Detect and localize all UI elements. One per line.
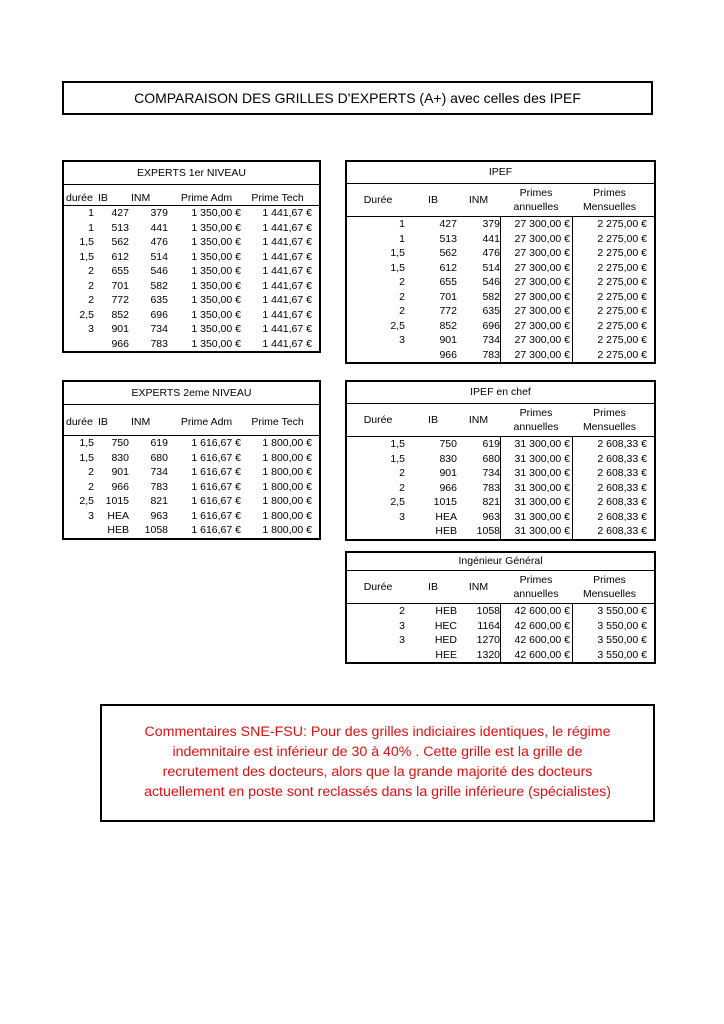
table-cell: 1: [88, 221, 94, 234]
table-cell: 1,5: [79, 250, 94, 263]
table-cell: 2: [399, 605, 405, 617]
experts2-header-row: [64, 405, 319, 436]
table-row: [64, 250, 319, 265]
table-cell: 1 441,67 €: [262, 308, 312, 321]
table-cell: 696: [150, 308, 168, 321]
table-row: [347, 290, 654, 305]
table-cell: 1 441,67 €: [262, 337, 312, 350]
table-cell: 42 600,00 €: [500, 619, 572, 634]
col-header: Durée: [363, 413, 393, 426]
ipef-header-row: [347, 184, 654, 217]
table-row: [347, 304, 654, 319]
col-header: Prime Adm: [180, 192, 233, 204]
table-cell: 2 275,00 €: [572, 217, 650, 232]
table-cell: 612: [439, 261, 457, 274]
table-cell: 1,5: [390, 438, 405, 450]
table-row: [64, 465, 319, 480]
ipef-chef-title: IPEF en chef: [347, 382, 654, 404]
table-cell: 1 350,00 €: [191, 337, 241, 350]
col-header: IB: [428, 413, 438, 426]
table-cell: 2: [88, 265, 94, 277]
table-row: [64, 509, 319, 524]
table-cell: 901: [111, 323, 129, 335]
table-cell: 1: [88, 207, 94, 219]
table-cell: 1 616,67 €: [191, 451, 241, 464]
table-cell: 379: [150, 207, 168, 219]
comment-line: Commentaires SNE-FSU: Pour des grilles indiciaires identiques, le régime: [144, 724, 611, 740]
table-cell: 734: [482, 467, 500, 479]
table-row: [347, 648, 654, 663]
col-header: IB: [98, 192, 108, 204]
col-header-line: Primes: [519, 187, 553, 199]
table-cell: 2 275,00 €: [572, 304, 650, 319]
table-row: [347, 333, 654, 348]
table-cell: 1 441,67 €: [262, 207, 312, 219]
table-cell: HEB: [435, 605, 457, 617]
col-header: Prime Tech: [251, 192, 304, 204]
table-cell: 2 275,00 €: [572, 261, 650, 276]
col-header: [500, 404, 572, 436]
table-cell: 2,5: [79, 495, 94, 507]
table-row: [64, 264, 319, 279]
table-cell: 2,5: [79, 308, 94, 321]
table-cell: 901: [439, 467, 457, 479]
table-cell: 582: [482, 290, 500, 303]
table-cell: 1 350,00 €: [191, 294, 241, 306]
table-cell: 1 350,00 €: [191, 265, 241, 277]
table-cell: 3 550,00 €: [572, 604, 650, 619]
table-row: [64, 279, 319, 294]
table-cell: HEB: [435, 525, 457, 537]
table-cell: 2 275,00 €: [572, 246, 650, 261]
table-row: [64, 523, 319, 538]
table-cell: 963: [482, 510, 500, 523]
table-cell: 476: [482, 247, 500, 259]
table-cell: 635: [482, 305, 500, 317]
col-header-line: Primes: [593, 574, 626, 586]
table-cell: 1 350,00 €: [191, 236, 241, 248]
experts2-table: [62, 380, 321, 540]
table-cell: 772: [439, 305, 457, 317]
table-cell: 3 550,00 €: [572, 648, 650, 663]
col-header: Prime Tech: [251, 416, 304, 428]
table-row: [64, 451, 319, 466]
table-cell: 783: [482, 481, 500, 494]
table-row: [64, 494, 319, 509]
table-cell: 830: [439, 452, 457, 465]
table-cell: 1 441,67 €: [262, 294, 312, 306]
table-cell: 582: [150, 279, 168, 292]
table-cell: 966: [439, 481, 457, 494]
table-cell: 1015: [433, 496, 457, 508]
table-cell: 3: [399, 634, 405, 646]
table-cell: 2: [88, 480, 94, 493]
comment-line: actuellement en poste sont reclassés dans la grille inférieure (spécialistes): [144, 784, 611, 800]
table-cell: 546: [482, 276, 500, 288]
table-cell: 427: [111, 207, 129, 219]
table-row: [64, 293, 319, 308]
table-cell: 2 275,00 €: [572, 290, 650, 305]
table-cell: 701: [439, 290, 457, 303]
table-cell: 1164: [477, 619, 500, 632]
table-cell: 513: [439, 232, 457, 245]
table-cell: 966: [439, 348, 457, 361]
table-cell: HEC: [434, 619, 457, 632]
table-cell: 379: [482, 218, 500, 230]
col-header: durée: [66, 192, 93, 204]
table-cell: 783: [150, 337, 168, 350]
ipef-title: IPEF: [347, 162, 654, 184]
table-cell: 27 300,00 €: [500, 246, 572, 261]
table-cell: 31 300,00 €: [500, 481, 572, 496]
table-cell: 772: [111, 294, 129, 306]
table-cell: 1058: [476, 525, 500, 537]
table-cell: 42 600,00 €: [500, 648, 572, 663]
table-cell: 783: [482, 348, 500, 361]
col-header: durée: [66, 416, 93, 428]
table-row: [64, 235, 319, 250]
table-cell: 562: [111, 236, 129, 248]
ipef-chef-table: [345, 380, 656, 541]
col-header: IB: [98, 416, 108, 428]
table-cell: 2: [88, 466, 94, 478]
table-cell: 27 300,00 €: [500, 217, 572, 232]
table-cell: 1 800,00 €: [262, 466, 312, 478]
table-cell: 1 441,67 €: [262, 236, 312, 248]
table-cell: 734: [150, 466, 168, 478]
table-cell: 1 800,00 €: [262, 495, 312, 507]
table-cell: 3: [399, 510, 405, 523]
table-cell: 27 300,00 €: [500, 275, 572, 290]
experts1-table: [62, 160, 321, 353]
table-cell: 3: [399, 334, 405, 346]
table-row: [64, 480, 319, 495]
comment-box: [100, 704, 655, 822]
table-cell: [64, 523, 98, 538]
table-cell: 27 300,00 €: [500, 232, 572, 247]
table-cell: 2: [88, 294, 94, 306]
table-cell: 1 800,00 €: [262, 437, 312, 449]
page-title: COMPARAISON DES GRILLES D'EXPERTS (A+) avec celles des IPEF: [62, 81, 653, 115]
table-cell: 546: [150, 265, 168, 277]
table-cell: 31 300,00 €: [500, 466, 572, 481]
table-cell: 1,5: [79, 451, 94, 464]
table-row: [347, 261, 654, 276]
table-cell: 1 350,00 €: [191, 221, 241, 234]
table-cell: 635: [150, 294, 168, 306]
table-cell: [64, 337, 98, 352]
table-cell: 1 441,67 €: [262, 323, 312, 335]
table-cell: 2: [399, 290, 405, 303]
col-header-line: Primes: [593, 187, 626, 199]
col-header-line: annuelles: [513, 588, 559, 600]
table-row: [347, 524, 654, 539]
table-cell: 1 441,67 €: [262, 221, 312, 234]
table-cell: 1 616,67 €: [191, 524, 241, 536]
table-cell: 750: [111, 437, 129, 449]
col-header: INM: [131, 416, 151, 428]
table-cell: 821: [150, 495, 168, 507]
ing-general-table: [345, 551, 656, 664]
table-cell: HEA: [435, 510, 457, 523]
col-header-line: Primes: [519, 574, 553, 586]
table-cell: 1015: [105, 495, 129, 507]
table-cell: [347, 348, 409, 363]
table-cell: 1270: [476, 634, 500, 646]
table-cell: 1 441,67 €: [262, 279, 312, 292]
table-cell: 966: [111, 337, 129, 350]
table-cell: 655: [439, 276, 457, 288]
col-header: [500, 184, 572, 216]
table-cell: 3 550,00 €: [572, 633, 650, 648]
table-cell: 1 350,00 €: [191, 279, 241, 292]
table-cell: 514: [150, 250, 168, 263]
col-header: [572, 404, 650, 436]
col-header: [572, 184, 650, 216]
table-cell: 783: [150, 480, 168, 493]
table-cell: 441: [482, 232, 500, 245]
table-row: [64, 337, 319, 352]
ing-general-body: [347, 604, 654, 662]
table-cell: 1 441,67 €: [262, 250, 312, 263]
table-row: [64, 308, 319, 323]
table-cell: 1 616,67 €: [191, 509, 241, 522]
ipef-chef-body: [347, 437, 654, 539]
table-cell: 31 300,00 €: [500, 524, 572, 539]
col-header: IB: [428, 580, 438, 593]
col-header-line: Primes: [593, 407, 626, 419]
table-cell: 27 300,00 €: [500, 333, 572, 348]
table-cell: 1 800,00 €: [262, 509, 312, 522]
table-cell: 901: [439, 334, 457, 346]
table-cell: 1 800,00 €: [262, 451, 312, 464]
table-cell: 3: [88, 323, 94, 335]
comment-line: recrutement des docteurs, alors que la grande majorité des docteurs: [162, 764, 593, 780]
experts1-body: [64, 206, 319, 351]
table-cell: 31 300,00 €: [500, 495, 572, 510]
table-cell: 2 608,33 €: [572, 452, 650, 467]
table-cell: 2: [88, 279, 94, 292]
table-row: [64, 206, 319, 221]
table-cell: 821: [482, 496, 500, 508]
experts1-header-row: [64, 185, 319, 206]
col-header-line: annuelles: [513, 421, 559, 433]
table-cell: 31 300,00 €: [500, 437, 572, 452]
table-cell: 2: [399, 467, 405, 479]
table-cell: 42 600,00 €: [500, 604, 572, 619]
table-row: [347, 246, 654, 261]
table-row: [64, 436, 319, 451]
col-header: INM: [468, 193, 489, 206]
col-header: Prime Adm: [180, 416, 233, 428]
table-cell: 830: [111, 451, 129, 464]
table-cell: 1058: [476, 605, 500, 617]
table-cell: 2 275,00 €: [572, 348, 650, 363]
col-header: IB: [428, 193, 438, 206]
table-cell: 696: [482, 319, 500, 332]
table-cell: 619: [482, 438, 500, 450]
table-cell: 2 275,00 €: [572, 275, 650, 290]
table-row: [347, 319, 654, 334]
table-cell: HEE: [435, 648, 457, 661]
table-cell: 427: [439, 218, 457, 230]
table-cell: 27 300,00 €: [500, 261, 572, 276]
table-cell: 1 616,67 €: [191, 495, 241, 507]
col-header-line: Mensuelles: [582, 421, 637, 433]
table-cell: 1 350,00 €: [191, 250, 241, 263]
table-cell: 1 350,00 €: [191, 308, 241, 321]
table-cell: 562: [439, 247, 457, 259]
table-cell: 655: [111, 265, 129, 277]
table-cell: 2 608,33 €: [572, 466, 650, 481]
table-cell: 1058: [144, 524, 168, 536]
table-cell: 852: [439, 319, 457, 332]
table-cell: [347, 648, 409, 663]
table-cell: 734: [150, 323, 168, 335]
table-row: [64, 221, 319, 236]
table-cell: 680: [150, 451, 168, 464]
experts1-title: EXPERTS 1er NIVEAU: [64, 162, 319, 185]
table-cell: 2 275,00 €: [572, 333, 650, 348]
table-cell: 2: [399, 305, 405, 317]
table-cell: 514: [482, 261, 500, 274]
table-cell: 2 275,00 €: [572, 319, 650, 334]
table-cell: 1,5: [390, 452, 405, 465]
table-cell: HEB: [107, 524, 129, 536]
table-row: [347, 510, 654, 525]
table-row: [347, 481, 654, 496]
table-cell: 2: [399, 481, 405, 494]
col-header: INM: [468, 580, 489, 593]
table-cell: 734: [482, 334, 500, 346]
table-cell: 2 608,33 €: [572, 524, 650, 539]
comment-line: indemnitaire est inférieur de 30 à 40% . Cette grille est la grille de: [172, 744, 583, 760]
table-row: [347, 217, 654, 232]
table-cell: 1 616,67 €: [191, 437, 241, 449]
table-row: [347, 495, 654, 510]
table-row: [347, 633, 654, 648]
col-header-line: annuelles: [513, 201, 559, 213]
table-row: [347, 437, 654, 452]
experts2-title: EXPERTS 2eme NIVEAU: [64, 382, 319, 405]
table-cell: HEA: [107, 509, 129, 522]
table-cell: 1,5: [390, 247, 405, 259]
table-cell: 1,5: [79, 236, 94, 248]
table-cell: 1 616,67 €: [191, 466, 241, 478]
experts2-body: [64, 436, 319, 538]
table-cell: 2,5: [390, 319, 405, 332]
table-cell: 31 300,00 €: [500, 510, 572, 525]
table-row: [347, 275, 654, 290]
table-cell: 27 300,00 €: [500, 304, 572, 319]
table-cell: 2 608,33 €: [572, 510, 650, 525]
table-cell: 27 300,00 €: [500, 319, 572, 334]
table-cell: 2 608,33 €: [572, 437, 650, 452]
table-cell: 963: [150, 509, 168, 522]
table-cell: 901: [111, 466, 129, 478]
col-header: [572, 571, 650, 603]
ing-general-title: Ingénieur Général: [347, 553, 654, 571]
table-cell: 31 300,00 €: [500, 452, 572, 467]
table-cell: 612: [111, 250, 129, 263]
col-header: Durée: [363, 580, 393, 593]
table-cell: 1,5: [390, 261, 405, 274]
table-cell: 2 608,33 €: [572, 495, 650, 510]
table-cell: 27 300,00 €: [500, 348, 572, 363]
table-cell: 680: [482, 452, 500, 465]
col-header-line: Mensuelles: [582, 588, 637, 600]
table-cell: 1 800,00 €: [262, 480, 312, 493]
col-header-line: Primes: [519, 407, 553, 419]
table-cell: 42 600,00 €: [500, 633, 572, 648]
table-cell: 701: [111, 279, 129, 292]
table-cell: 852: [111, 308, 129, 321]
table-cell: 2 275,00 €: [572, 232, 650, 247]
col-header: [500, 571, 572, 603]
table-cell: 27 300,00 €: [500, 290, 572, 305]
table-cell: 2: [399, 276, 405, 288]
table-cell: 750: [439, 438, 457, 450]
table-cell: 1 800,00 €: [262, 524, 312, 536]
col-header-line: Mensuelles: [582, 201, 637, 213]
table-cell: 476: [150, 236, 168, 248]
col-header: INM: [468, 413, 489, 426]
col-header: Durée: [363, 193, 393, 206]
table-row: [64, 322, 319, 337]
table-cell: [347, 524, 409, 539]
table-row: [347, 619, 654, 634]
table-cell: 1320: [476, 648, 500, 661]
table-cell: 966: [111, 480, 129, 493]
table-cell: 441: [150, 221, 168, 234]
table-row: [347, 232, 654, 247]
ing-general-header-row: [347, 571, 654, 604]
table-cell: 2 608,33 €: [572, 481, 650, 496]
table-cell: 1 350,00 €: [191, 207, 241, 219]
col-header: INM: [131, 192, 151, 204]
table-row: [347, 348, 654, 363]
table-cell: 619: [150, 437, 168, 449]
table-cell: 1: [399, 232, 405, 245]
table-cell: 2,5: [390, 496, 405, 508]
ipef-body: [347, 217, 654, 362]
ipef-table: [345, 160, 656, 364]
table-cell: HED: [434, 634, 457, 646]
table-cell: 3: [399, 619, 405, 632]
table-row: [347, 466, 654, 481]
table-row: [347, 604, 654, 619]
table-cell: 1 350,00 €: [191, 323, 241, 335]
table-cell: 1 616,67 €: [191, 480, 241, 493]
ipef-chef-header-row: [347, 404, 654, 437]
table-cell: 1,5: [79, 437, 94, 449]
table-cell: 513: [111, 221, 129, 234]
table-cell: 3: [88, 509, 94, 522]
table-cell: 1: [399, 218, 405, 230]
table-cell: 3 550,00 €: [572, 619, 650, 634]
table-row: [347, 452, 654, 467]
table-cell: 1 441,67 €: [262, 265, 312, 277]
